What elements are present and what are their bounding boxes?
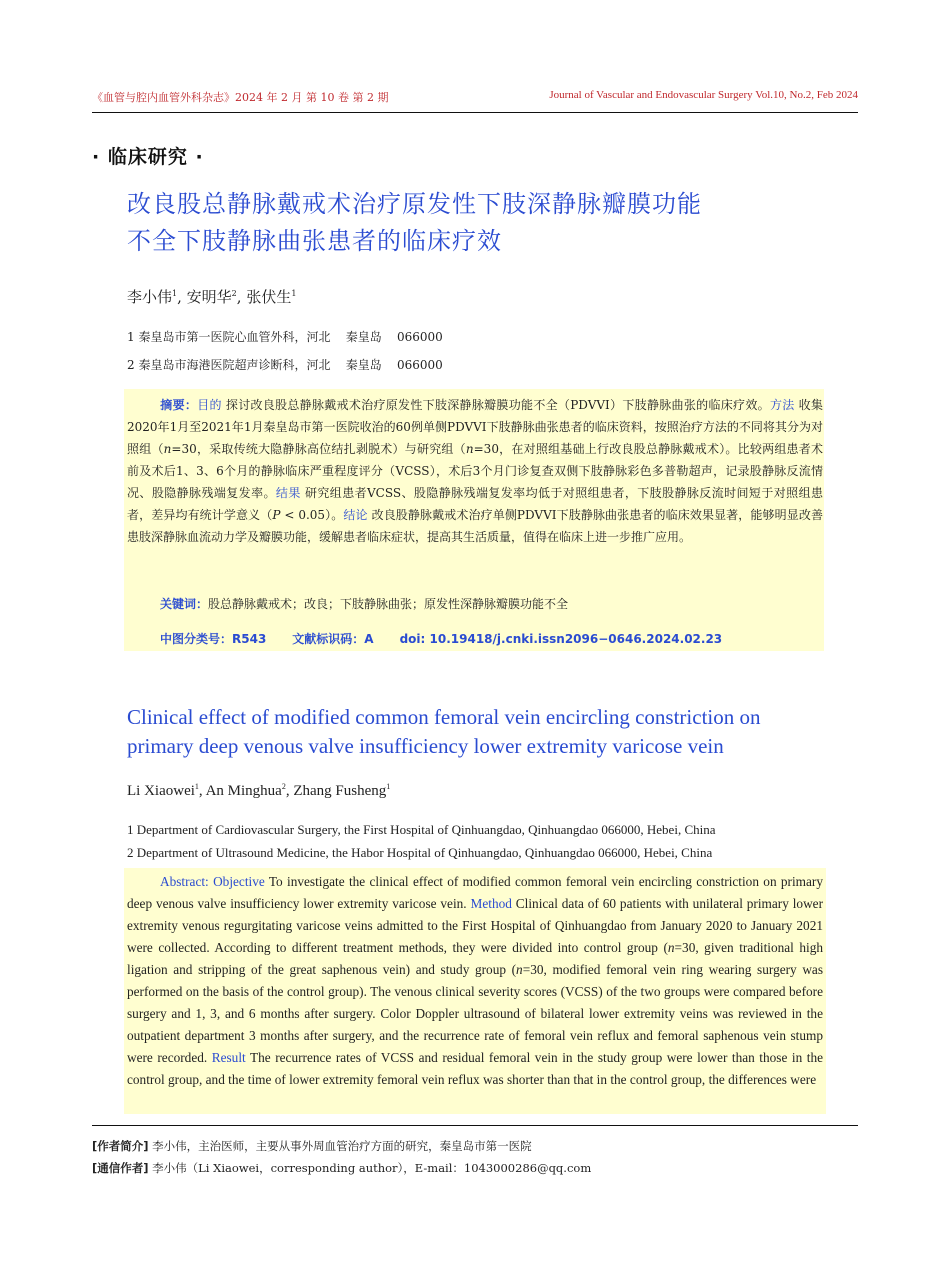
en-authors: [127, 782, 390, 800]
en-objective-label: Objective: [213, 874, 265, 889]
en-abstract-label: Abstract:: [160, 874, 209, 889]
italic-n: n: [516, 962, 523, 977]
cn-title-line: 改良股总静脉戴戒术治疗原发性下肢深静脉瓣膜功能: [127, 190, 702, 218]
cn-objective-label: 目的: [197, 398, 222, 412]
cn-affiliation: 2 秦皇岛市海港医院超声诊断科，河北 秦皇岛 066000: [127, 358, 443, 372]
cn-result-text: 研究组患者VCSS、股隐静脉残端复发率均低于对照组患者，下肢股静脉反流时间短于对照组患者，差异均有统计学意义（: [127, 486, 823, 522]
author-sup: 2: [231, 289, 237, 298]
en-affiliation: 2 Department of Ultrasound Medicine, the Habor Hospital of Qinhuangdao, Qinhuangdao 066000, Hebei, China: [127, 845, 713, 860]
doi[interactable]: doi: 10.19418/j.cnki.issn2096−0646.2024.02.23: [399, 632, 723, 646]
keywords-text: 股总静脉戴戒术；改良；下肢静脉曲张；原发性深静脉瓣膜功能不全: [208, 597, 569, 611]
author-sep: ,: [198, 783, 206, 799]
author-name: Li Xiaowei: [127, 783, 195, 799]
section-label: · 临床研究 ·: [92, 146, 204, 168]
author-sup: 1: [172, 289, 178, 298]
cn-keywords: [127, 595, 568, 612]
author-bio-label: [作者简介]: [92, 1139, 149, 1153]
corresponding-label: [通信作者]: [92, 1161, 149, 1175]
cn-result-text: < 0.05）。: [280, 508, 344, 522]
author-name: An Minghua: [205, 783, 282, 799]
en-title-line: Clinical effect of modified common femoral vein encircling constriction on: [127, 705, 761, 729]
document-code: 文献标识码：A: [292, 632, 374, 646]
cn-result-label: 结果: [275, 486, 301, 500]
en-title-line: primary deep venous valve insufficiency lower extremity varicose vein: [127, 734, 724, 758]
author-name: 张伏生: [246, 288, 292, 306]
en-method-text: =30, given traditional high ligation and stripping of the great saphenous vein) and study group (: [127, 940, 823, 977]
cn-conclusion-label: 结论: [343, 508, 368, 522]
cn-authors: [127, 286, 296, 307]
en-method-label: Method: [470, 896, 512, 911]
corresponding-author: [92, 1160, 591, 1176]
classification-line: [160, 630, 748, 647]
cn-method-text: =30，在对照组基础上行改良股总静脉戴戒术）。比较两组患者术前及术后1、3、6个月的静脉临床严重程度评分（VCSS），术后3个月门诊复查双侧下肢静脉彩色多普勒超声，记录股静脉反流情况、股隐静脉残端复发率。: [127, 442, 823, 500]
keywords-label: 关键词：: [160, 597, 209, 611]
en-method-text: =30, modified femoral vein ring wearing surgery was performed on the basis of the control group). The venous clinical severity scores (VCSS) of the two groups were compared before surgery and 1, 3, and 6 months after surgery. Color Doppler ultrasound of bilateral lower extremity veins was reviewed in the outpatient department 3 months after surgery, and the recurrence rate of femoral vein reflux and femoral saphenous vein stump were recorded.: [127, 962, 823, 1065]
cn-abstract: [127, 394, 823, 548]
en-objective-text: To investigate the clinical effect of modified common femoral vein encircling constriction on primary deep venous valve insufficiency lower extremity varicose vein.: [127, 874, 823, 911]
italic-n: n: [163, 442, 172, 456]
journal-name-en: Journal of Vascular and Endovascular Surgery Vol.10, No.2, Feb 2024: [549, 89, 858, 101]
en-abstract: [127, 871, 823, 1091]
cn-affiliation: 1 秦皇岛市第一医院心血管外科，河北 秦皇岛 066000: [127, 330, 443, 344]
author-sup: 2: [281, 782, 286, 791]
en-result-label: Result: [211, 1050, 246, 1065]
cn-title-line: 不全下肢静脉曲张患者的临床疗效: [127, 227, 502, 255]
clc-number: 中图分类号：R543: [160, 632, 267, 646]
author-name: 李小伟: [127, 288, 173, 306]
author-sup: 1: [194, 782, 199, 791]
cn-method-label: 方法: [769, 398, 795, 412]
en-method-text: Clinical data of 60 patients with unilateral primary lower extremity venous regurgitating varicose veins admitted to the First Hospital of Qinhuangdao from January 2020 to January 2021 were collected. According to different treatment methods, they were divided into control group (: [127, 896, 824, 955]
author-sup: 1: [386, 782, 391, 791]
cn-method-text: 收集2020年1月至2021年1月秦皇岛市第一医院收治的60例单侧PDVVI下肢静脉曲张患者的临床资料，按照治疗方法的不同将其分为对照组（: [127, 398, 823, 456]
italic-n: n: [465, 442, 474, 456]
en-affiliation: 1 Department of Cardiovascular Surgery, the First Hospital of Qinhuangdao, Qinhuangdao 066000, Hebei, China: [127, 822, 716, 837]
footnote-divider: [92, 1125, 858, 1126]
italic-p: P: [272, 508, 281, 522]
cn-abstract-label: 摘要：: [160, 398, 198, 412]
author-sup: 1: [291, 289, 297, 298]
corresponding-text: 李小伟（Li Xiaowei，corresponding author），E-mail：1043000286@qq.com: [152, 1161, 592, 1175]
cn-method-text: =30，采取传统大隐静脉高位结扎剥脱术）与研究组（: [171, 442, 466, 456]
en-title: [127, 703, 827, 761]
cn-conclusion-text: 改良股静脉戴戒术治疗单侧PDVVI下肢静脉曲张患者的临床效果显著，能够明显改善患肢深静脉血流动力学及瓣膜功能，缓解患者临床症状，提高其生活质量，值得在临床上进一步推广应用。: [127, 508, 823, 544]
cn-objective-text: 探讨改良股总静脉戴戒术治疗原发性下肢深静脉瓣膜功能不全（PDVVI）下肢静脉曲张的临床疗效。: [225, 398, 770, 412]
author-sep: ,: [285, 783, 294, 799]
author-sep: ,: [177, 288, 187, 306]
author-name: 安明华: [186, 288, 232, 306]
author-bio: [92, 1138, 532, 1154]
author-sep: ,: [236, 288, 247, 306]
journal-name-cn: 《血管与腔内血管外科杂志》2024 年 2 月 第 10 卷 第 2 期: [92, 91, 389, 104]
italic-n: n: [667, 940, 675, 955]
cn-title: [127, 186, 827, 260]
en-result-text: The recurrence rates of VCSS and residual femoral vein in the study group were lower than those in the control group, and the time of lower extremity femoral vein reflux was shorter than that in the control group, the differences were: [127, 1050, 824, 1087]
running-head: [92, 86, 858, 113]
author-name: Zhang Fusheng: [293, 783, 387, 799]
author-bio-text: 李小伟，主治医师，主要从事外周血管治疗方面的研究，秦皇岛市第一医院: [152, 1139, 532, 1153]
